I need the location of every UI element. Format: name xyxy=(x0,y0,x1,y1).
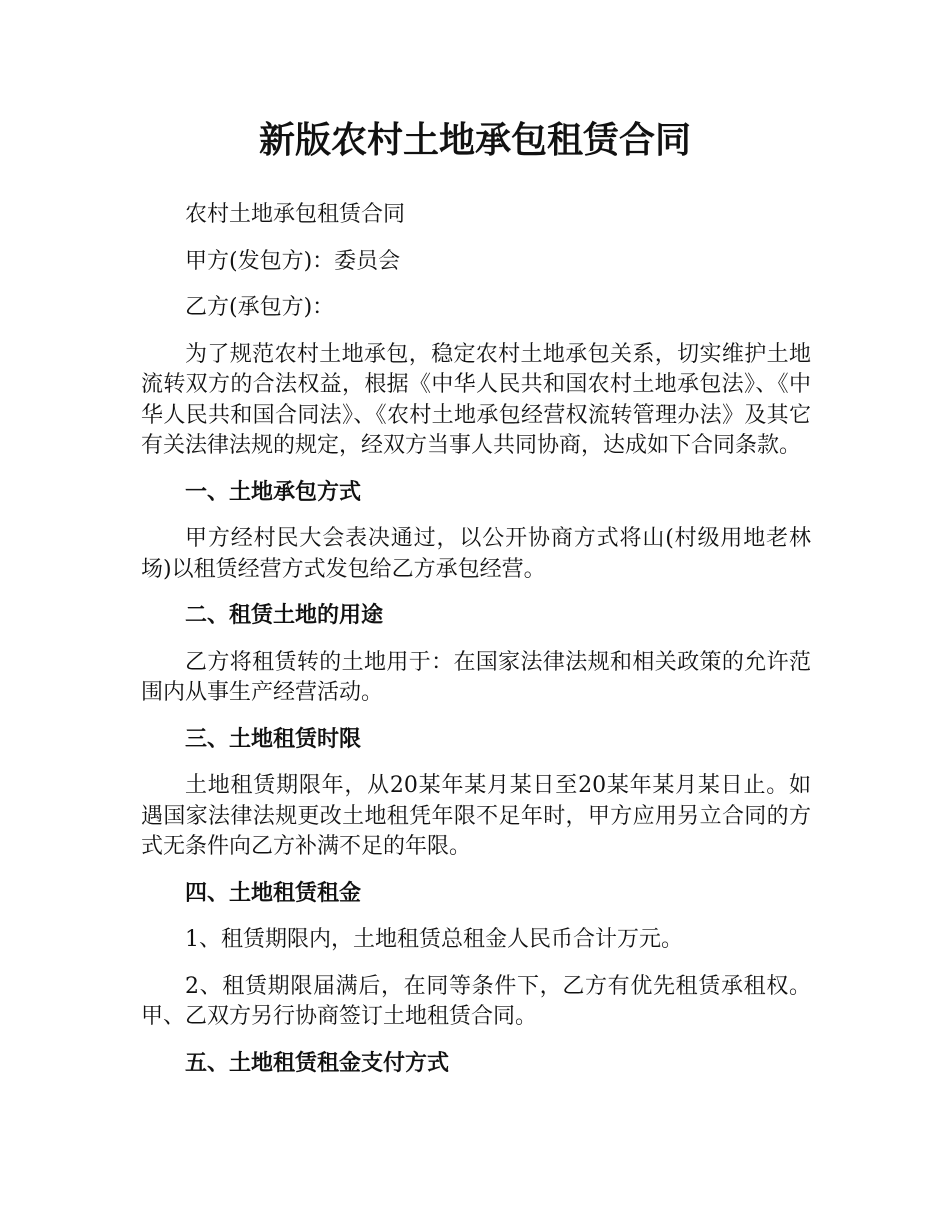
section-heading-4: 四、土地租赁租金 xyxy=(185,880,362,906)
party-b: 乙方(承包方)： xyxy=(185,295,335,320)
section-heading-1: 一、土地承包方式 xyxy=(185,479,362,505)
party-a: 甲方(发包方)：委员会 xyxy=(185,248,401,274)
section-heading-3: 三、土地租赁时限 xyxy=(185,726,362,752)
document-body xyxy=(141,200,811,1079)
subtitle: 农村土地承包租赁合同 xyxy=(185,202,406,227)
section-4-paragraph-1: 1、租赁期限内，土地租赁总租金人民币合计万元。 xyxy=(185,927,683,952)
section-4-paragraph-2: 2、租赁期限届满后，在同等条件下，乙方有优先租赁承租权。甲、乙双方另行协商签订土地租赁合同。 xyxy=(141,973,811,1029)
section-1-paragraph: 甲方经村民大会表决通过，以公开协商方式将山(村级用地老林场)以租赁经营方式发包给乙方承包经营。 xyxy=(141,526,811,582)
preamble-paragraph: 为了规范农村土地承包，稳定农村土地承包关系，切实维护土地流转双方的合法权益，根据《中华人民共和国农村土地承包法》、《中华人民共和国合同法》、《农村土地承包经营权流转管理办法》及其它有关法律法规的规定，经双方当事人共同协商，达成如下合同条款。 xyxy=(141,341,811,458)
section-2-paragraph: 乙方将租赁转的土地用于：在国家法律法规和相关政策的允许范围内从事生产经营活动。 xyxy=(141,649,811,705)
section-heading-5: 五、土地租赁租金支付方式 xyxy=(185,1050,450,1076)
page-title: 新版农村土地承包租赁合同 xyxy=(258,120,691,161)
section-3-paragraph: 土地租赁期限年，从20某年某月某日至20某年某月某日止。如遇国家法律法规更改土地租凭年限不足年时，甲方应用另立合同的方式无条件向乙方补满不足的年限。 xyxy=(141,773,811,859)
section-heading-2: 二、租赁土地的用途 xyxy=(185,603,384,628)
